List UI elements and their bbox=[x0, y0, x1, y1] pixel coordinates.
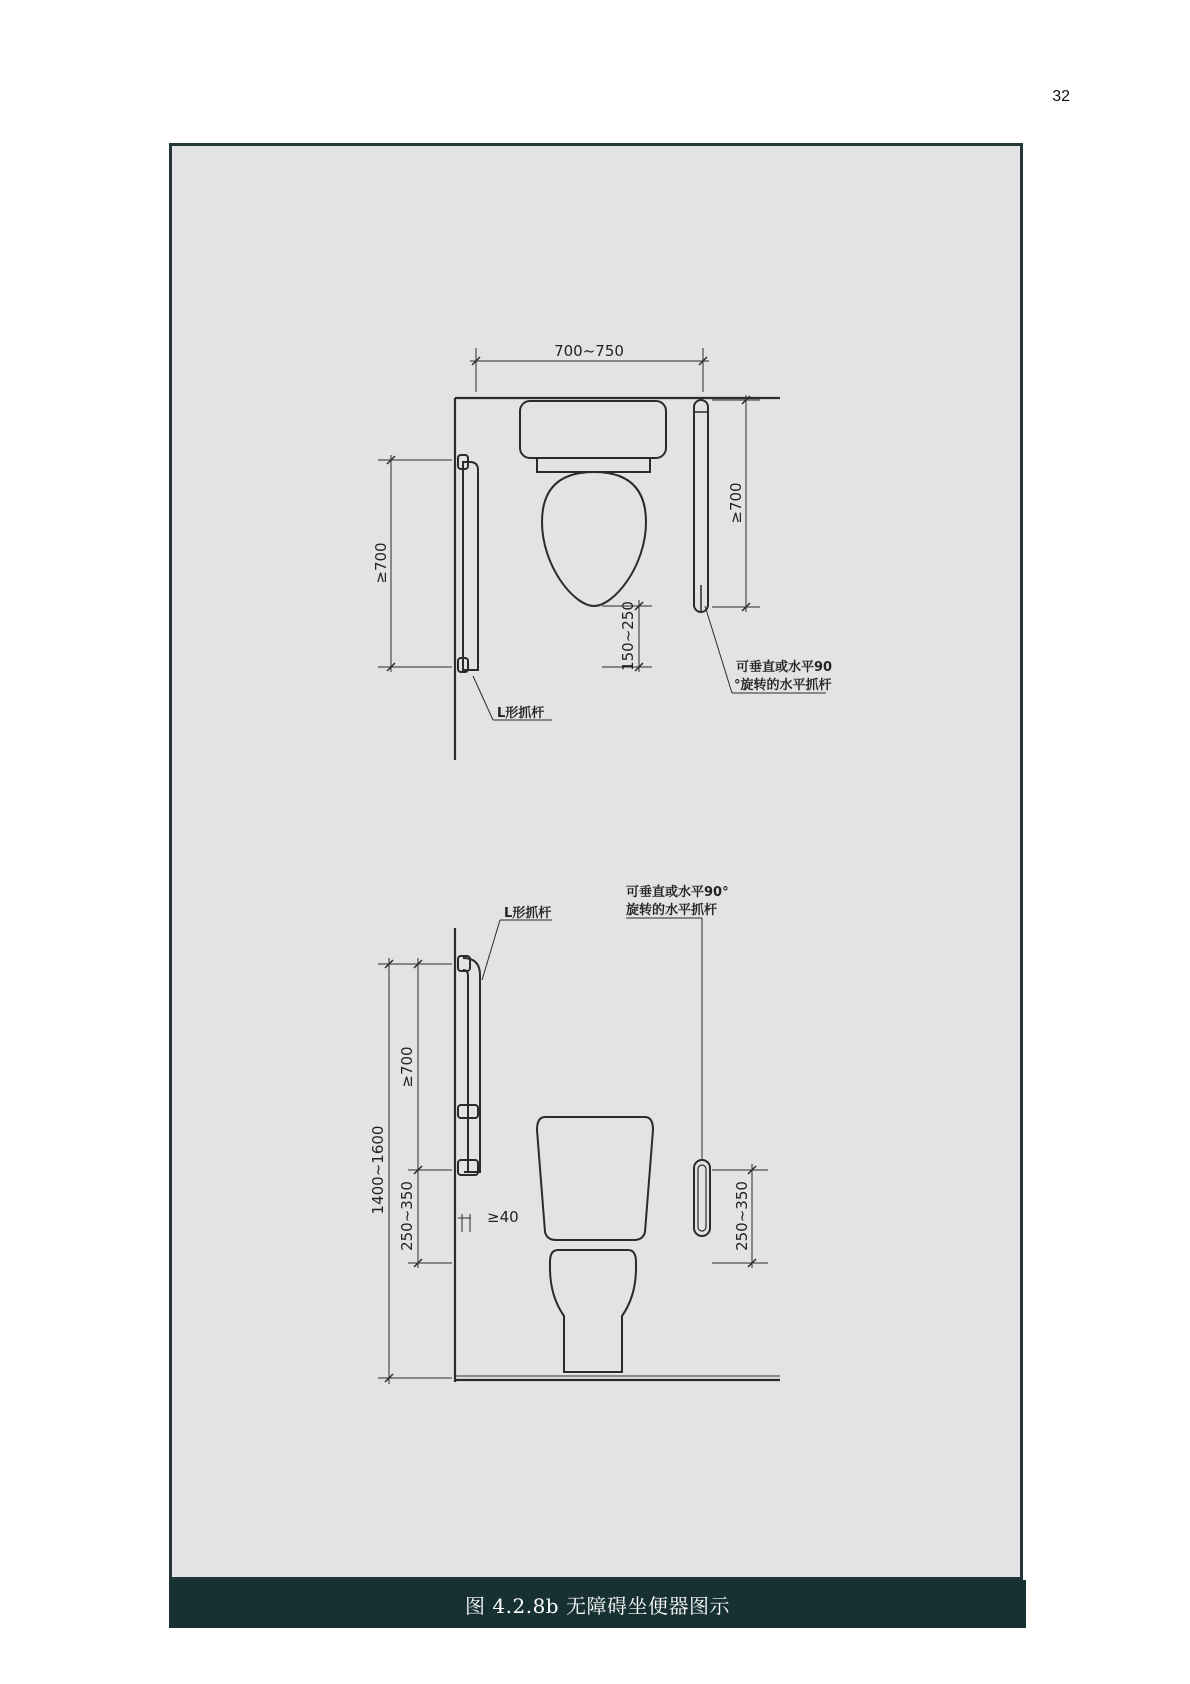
elev-left-inner-dimensions bbox=[398, 958, 452, 1268]
elev-left-bar-callout bbox=[482, 905, 552, 980]
elev-left-low-dim-label: 250~350 bbox=[398, 1181, 416, 1251]
elev-right-bar-label-1: 可垂直或水平90° bbox=[626, 885, 729, 900]
elev-total-dimension bbox=[369, 958, 452, 1384]
elev-gap-dimension bbox=[458, 1208, 519, 1232]
plan-left-dimension bbox=[372, 455, 452, 672]
plan-right-bar-label-1: 可垂直或水平90 bbox=[736, 660, 833, 675]
elev-left-grab-bar bbox=[458, 956, 480, 1175]
elev-right-dim-label: 250~350 bbox=[733, 1181, 751, 1251]
plan-width-label: 700~750 bbox=[554, 342, 624, 360]
elevation-view bbox=[369, 884, 780, 1384]
elev-total-dim-label: 1400~1600 bbox=[369, 1125, 387, 1215]
plan-left-dim-label: ≥700 bbox=[372, 542, 390, 584]
elev-right-bar-callout bbox=[626, 884, 729, 918]
plan-toilet-bowl bbox=[542, 472, 646, 606]
elev-right-bar-label-2: 旋转的水平抓杆 bbox=[626, 903, 718, 918]
elev-right-dimension bbox=[712, 1164, 768, 1268]
elev-left-bar-label: L形抓杆 bbox=[504, 906, 552, 921]
plan-right-bar-label-2: °旋转的水平抓杆 bbox=[734, 678, 832, 693]
elev-right-grab-bar bbox=[694, 918, 710, 1236]
elev-toilet-tank bbox=[537, 1117, 653, 1240]
plan-left-bar-callout bbox=[473, 676, 552, 721]
elev-vertical-bar-dim-label: ≥700 bbox=[398, 1046, 416, 1088]
plan-right-dimension bbox=[712, 395, 760, 612]
elev-gap-dim-label: ≥40 bbox=[487, 1208, 519, 1226]
plan-left-bar-label: L形抓杆 bbox=[497, 706, 545, 721]
plan-left-grab-bar bbox=[458, 455, 478, 672]
plan-toilet-tank bbox=[520, 401, 666, 458]
plan-right-grab-bar bbox=[694, 400, 708, 612]
figure-caption-text: 图 4.2.8b 无障碍坐便器图示 bbox=[465, 1593, 730, 1618]
plan-view bbox=[372, 342, 832, 760]
plan-right-dim-label: ≥700 bbox=[727, 482, 745, 524]
page-number: 32 bbox=[1052, 88, 1070, 105]
elev-toilet-bowl bbox=[550, 1250, 636, 1372]
plan-front-dimension bbox=[602, 600, 652, 672]
plan-width-dimension bbox=[470, 342, 709, 392]
plan-front-dim-label: 150~250 bbox=[619, 601, 637, 671]
figure-caption bbox=[169, 1580, 1026, 1628]
plan-right-bar-callout bbox=[705, 606, 832, 693]
plan-toilet-neck bbox=[537, 458, 650, 472]
